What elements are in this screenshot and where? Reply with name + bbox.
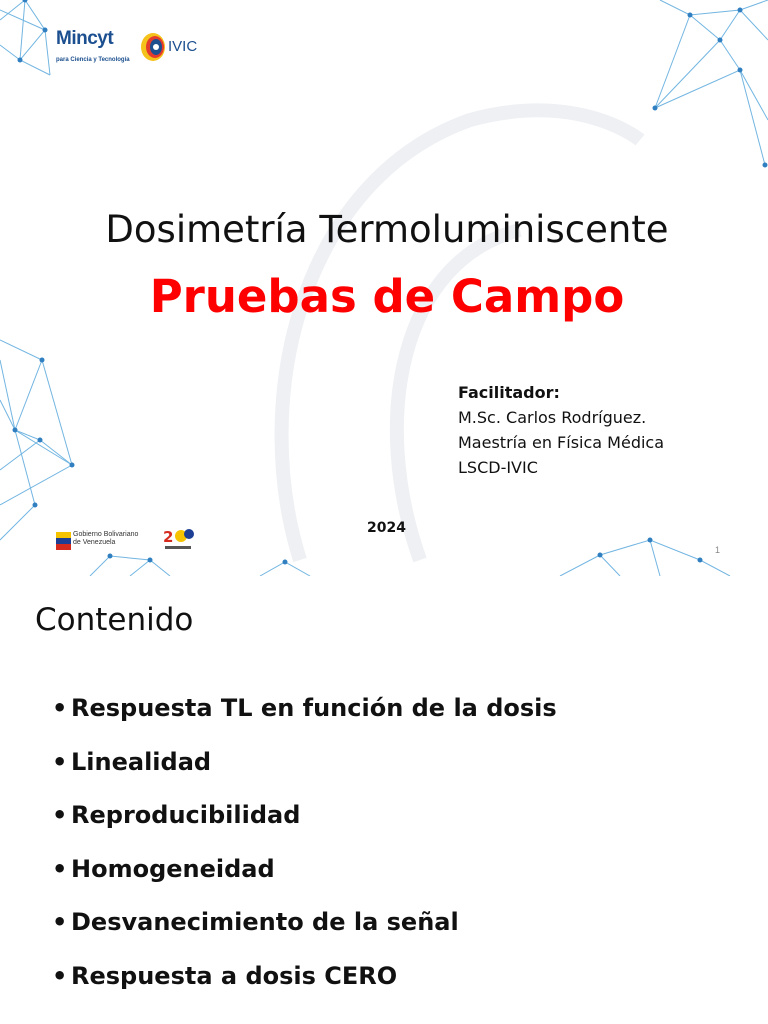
list-item — [52, 962, 557, 1016]
slide-title: Dosimetría Termoluminiscente — [105, 208, 669, 251]
list-item-label: Respuesta TL en función de la dosis — [71, 694, 557, 722]
contents-slide — [0, 582, 768, 1024]
list-item — [52, 694, 557, 748]
facilitator-name: M.Sc. Carlos Rodríguez. — [458, 408, 647, 427]
bicentennial-logo — [162, 524, 196, 552]
gobierno-logo-line1: Gobierno Bolivariano — [73, 531, 139, 538]
venezuela-flag-icon — [56, 532, 71, 550]
facilitator-label: Facilitador: — [458, 383, 560, 402]
list-item — [52, 908, 557, 962]
list-item-label: Desvanecimiento de la señal — [71, 908, 459, 937]
mincyt-logo — [56, 28, 136, 68]
list-item-label: Linealidad — [71, 747, 212, 776]
bullet-icon: • — [52, 747, 68, 776]
facilitator-affiliation: LSCD-IVIC — [458, 458, 538, 477]
slide-number: 1 — [715, 545, 721, 555]
contents-heading: Contenido — [35, 602, 194, 638]
list-item — [52, 855, 557, 909]
list-item — [52, 748, 557, 802]
bullet-icon: • — [52, 694, 68, 722]
svg-text:2: 2 — [163, 528, 174, 546]
facilitator-degree: Maestría en Física Médica — [458, 433, 665, 452]
ivic-logo-text: IVIC — [168, 38, 198, 55]
ivic-emblem-icon — [139, 30, 169, 64]
gobierno-logo-text — [73, 531, 138, 547]
list-item-label: Homogeneidad — [71, 854, 275, 883]
contents-list — [52, 694, 557, 1016]
list-item — [52, 801, 557, 855]
mincyt-logo-subtitle: para Ciencia y Tecnología — [56, 57, 130, 63]
ivic-logo — [139, 30, 209, 64]
facilitator-block — [458, 380, 664, 480]
list-item-label: Reproducibilidad — [71, 801, 301, 830]
gobierno-logo-line2: de Venezuela — [73, 539, 116, 546]
slide-subtitle: Pruebas de Campo — [149, 270, 625, 323]
list-item-label: Respuesta a dosis CERO — [71, 961, 398, 990]
mincyt-logo-text: Mincyt — [56, 28, 114, 49]
bullet-icon: • — [52, 854, 68, 883]
bullet-icon: • — [52, 908, 68, 937]
year: 2024 — [367, 520, 406, 536]
bullet-icon: • — [52, 801, 68, 830]
bullet-icon: • — [52, 961, 68, 990]
gobierno-logo — [56, 530, 176, 552]
